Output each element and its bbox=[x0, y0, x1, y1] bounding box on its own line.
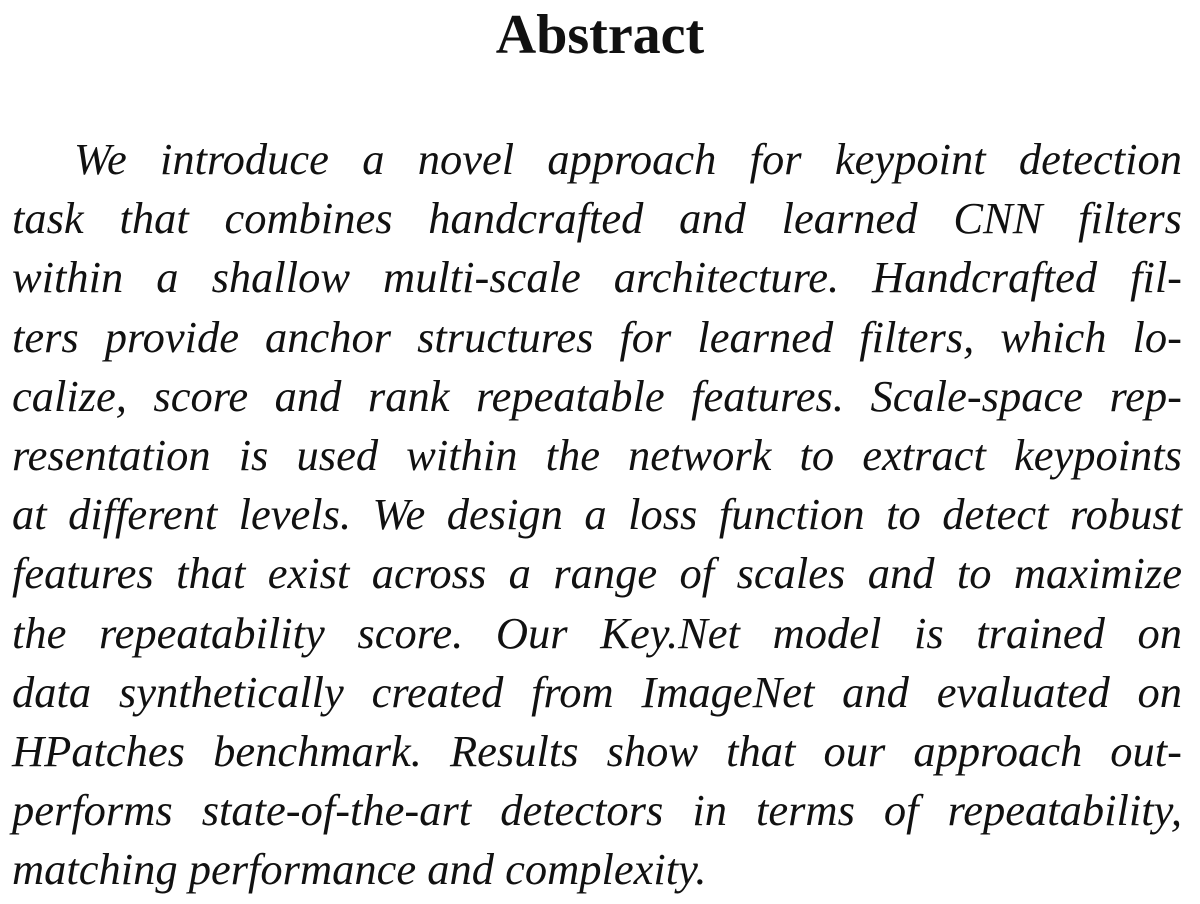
abstract-heading: Abstract bbox=[495, 4, 705, 66]
abstract-line: the repeatability score. Our Key.Net model is trained on bbox=[12, 607, 1182, 658]
abstract-line: features that exist across a range of scales and to maximize bbox=[12, 548, 1182, 599]
abstract-line: data synthetically created from ImageNet and evaluated on bbox=[12, 666, 1182, 717]
abstract-line: at different levels. We design a loss function to detect robust bbox=[12, 489, 1182, 540]
abstract-line: HPatches benchmark. Results show that our approach out- bbox=[12, 725, 1182, 776]
abstract-line: resentation is used within the network to extract keypoints bbox=[12, 429, 1182, 480]
abstract-line: matching performance and complexity. bbox=[12, 844, 707, 895]
abstract-body bbox=[12, 130, 1182, 899]
abstract-line: performs state-of-the-art detectors in terms of repeatability, bbox=[12, 785, 1182, 836]
abstract-line: task that combines handcrafted and learned CNN filters bbox=[12, 193, 1182, 244]
abstract-line: ters provide anchor structures for learned filters, which lo- bbox=[12, 311, 1182, 362]
abstract-line: calize, score and rank repeatable features. Scale-space rep- bbox=[12, 370, 1182, 421]
abstract-line: We introduce a novel approach for keypoint detection bbox=[74, 134, 1182, 184]
abstract-line: within a shallow multi-scale architecture. Handcrafted fil- bbox=[12, 252, 1182, 303]
